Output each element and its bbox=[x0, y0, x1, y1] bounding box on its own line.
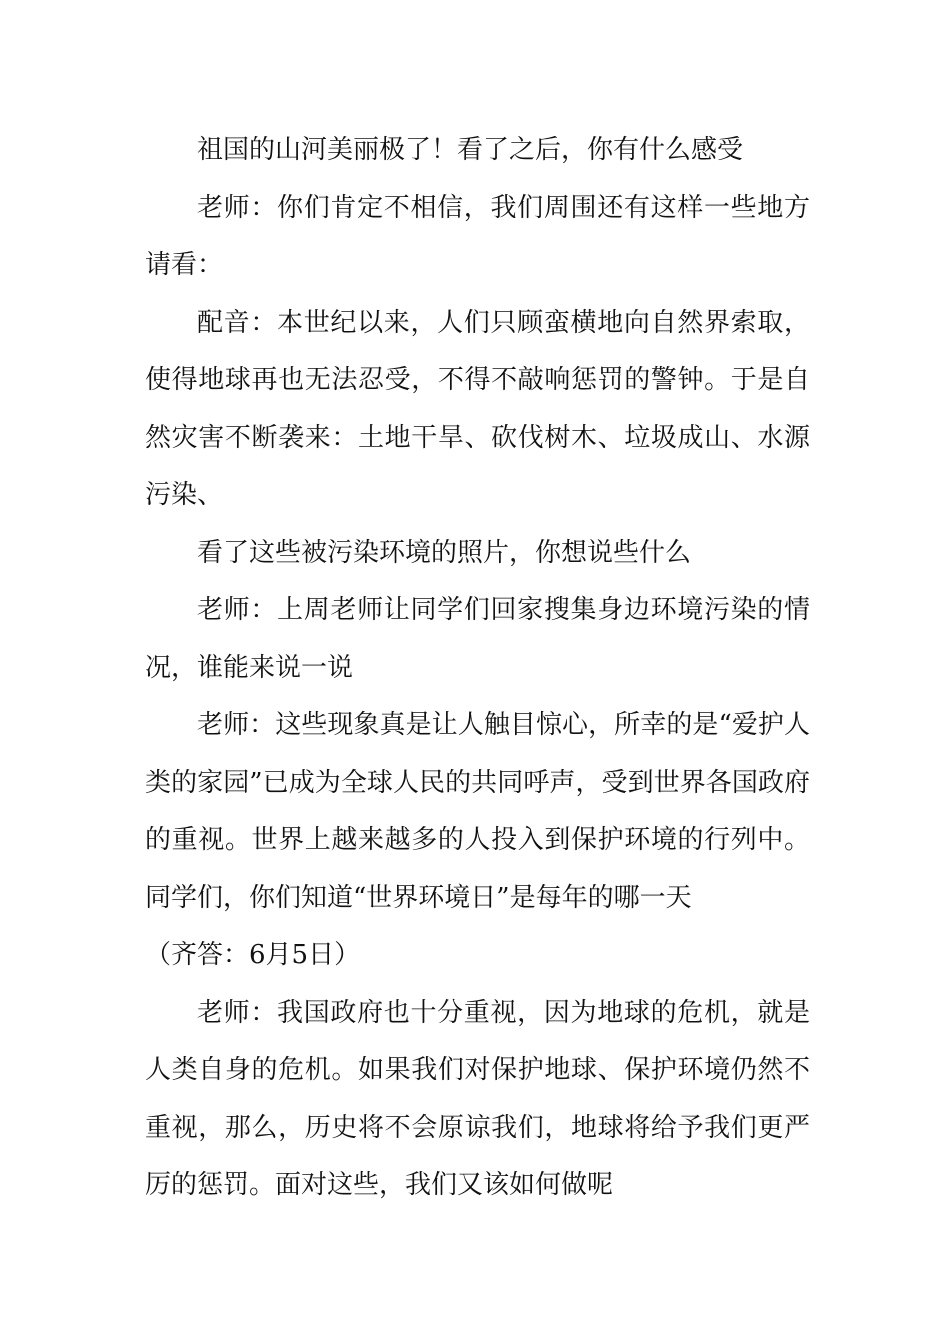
paragraph-voiceover: 配音：本世纪以来，人们只顾蛮横地向自然界索取，使得地球再也无法忍受，不得不敲响惩罚的警钟。于是自然灾害不断袭来：土地干旱、砍伐树木、垃圾成山、水源污染、 bbox=[145, 307, 810, 510]
paragraph-homeland-scenery: 祖国的山河美丽极了！看了之后，你有什么感受 bbox=[197, 135, 744, 165]
paragraph-teacher-look: 老师：你们肯定不相信，我们周围还有这样一些地方请看： bbox=[145, 192, 810, 280]
paragraph-teacher-government: 老师：我国政府也十分重视，因为地球的危机，就是人类自身的危机。如果我们对保护地球、保护环境仍然不重视，那么，历史将不会原谅我们，地球将给予我们更严厉的惩罚。面对这些，我们又该如何做呢 bbox=[145, 997, 810, 1200]
paragraph-chorus-answer: （齐答：6月5日） bbox=[145, 940, 361, 970]
paragraph-photos-question: 看了这些被污染环境的照片，你想说些什么 bbox=[197, 537, 692, 568]
document-body bbox=[145, 122, 810, 1215]
paragraph-teacher-environment-day: 老师：这些现象真是让人触目惊心，所幸的是“爱护人类的家园”已成为全球人民的共同呼声，受到世界各国政府的重视。世界上越来越多的人投入到保护环境的行列中。同学们，你们知道“世界环境日”是每年的哪一天 bbox=[145, 710, 810, 913]
paragraph-teacher-survey: 老师：上周老师让同学们回家搜集身边环境污染的情况，谁能来说一说 bbox=[145, 595, 810, 683]
